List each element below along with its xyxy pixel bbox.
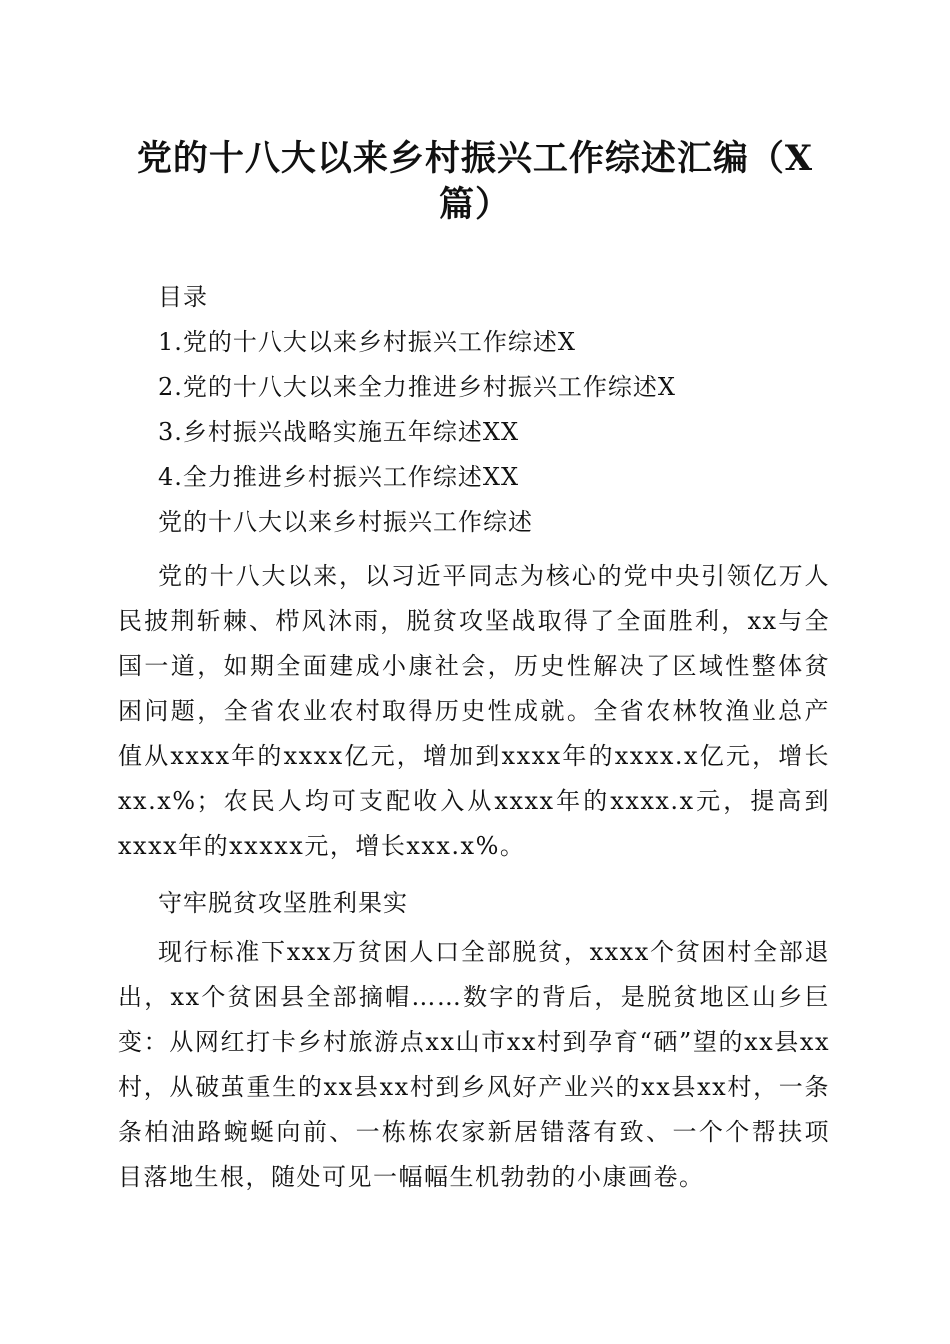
document-title: 党的十八大以来乡村振兴工作综述汇编（X篇） (136, 138, 814, 225)
section-heading: 守牢脱贫攻坚胜利果实 (158, 889, 408, 917)
toc-item-2: 2.党的十八大以来全力推进乡村振兴工作综述X (158, 373, 676, 401)
toc-heading: 目录 (158, 283, 208, 311)
toc-item-4: 4.全力推进乡村振兴工作综述XX (158, 463, 520, 491)
document-body (118, 280, 830, 1200)
paragraph-2: 现行标准下xxx万贫困人口全部脱贫，xxxx个贫困村全部退出，xx个贫困县全部摘帽……数字的背后，是脱贫地区山乡巨变：从网红打卡乡村旅游点xx山市xx村到孕育“硒”望的xx县xx村，从破茧重生的xx县xx村到乡风好产业兴的xx县xx村，一条条柏油路蜿蜒向前、一栋栋农家新居错落有致、一个个帮扶项目落地生根，随处可见一幅幅生机勃勃的小康画卷。 (118, 938, 830, 1191)
article-title: 党的十八大以来乡村振兴工作综述 (158, 508, 533, 536)
toc-item-3: 3.乡村振兴战略实施五年综述XX (158, 418, 520, 446)
toc-item-1: 1.党的十八大以来乡村振兴工作综述X (158, 328, 576, 356)
paragraph-1: 党的十八大以来，以习近平同志为核心的党中央引领亿万人民披荆斩棘、栉风沐雨，脱贫攻坚战取得了全面胜利，xx与全国一道，如期全面建成小康社会，历史性解决了区域性整体贫困问题，全省农业农村取得历史性成就。全省农林牧渔业总产值从xxxx年的xxxx亿元，增加到xxxx年的xxxx.x亿元，增长xx.x%；农民人均可支配收入从xxxx年的xxxx.x元，提高到xxxx年的xxxxx元，增长xxx.x%。 (118, 562, 830, 860)
